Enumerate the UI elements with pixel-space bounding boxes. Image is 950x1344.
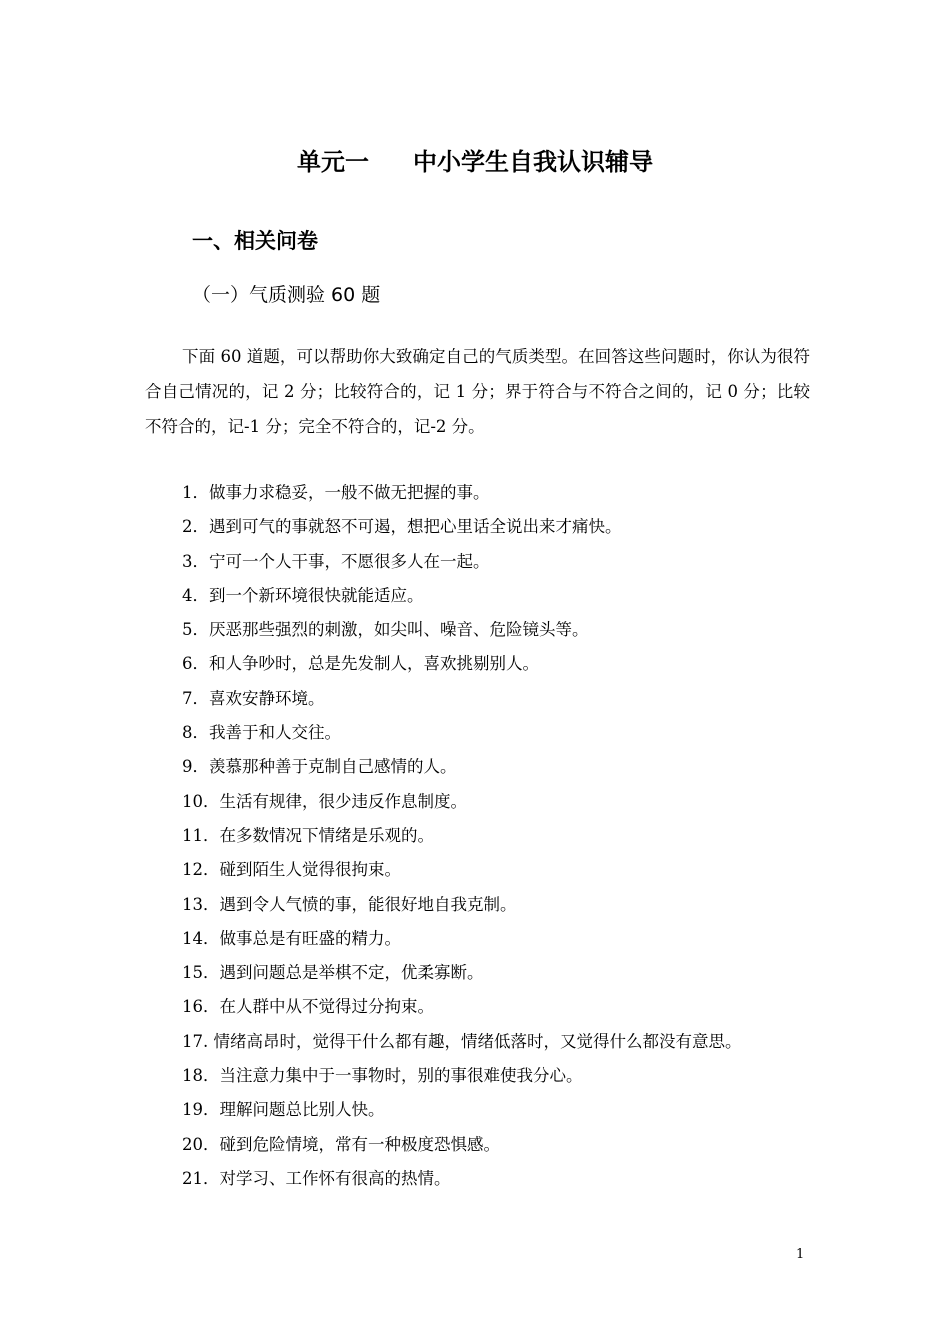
question-item: 14．做事总是有旺盛的精力。	[182, 928, 401, 948]
page-number: 1	[796, 1247, 805, 1262]
question-item: 21．对学习、工作怀有很高的热情。	[182, 1168, 451, 1188]
question-item: 8．我善于和人交往。	[182, 723, 341, 743]
question-item: 16．在人群中从不觉得过分拘束。	[182, 997, 434, 1017]
question-item: 2．遇到可气的事就怒不可遏，想把心里话全说出来才痛快。	[182, 517, 622, 537]
question-item: 20．碰到危险情境，常有一种极度恐惧感。	[182, 1134, 500, 1154]
question-item: 5．厌恶那些强烈的刺激，如尖叫、噪音、危险镜头等。	[182, 620, 589, 640]
intro-paragraph: 下面 60 道题，可以帮助你大致确定自己的气质类型。在回答这些问题时，你认为很符合自己情况的，记 2 分；比较符合的，记 1 分；界于符合与不符合之间的，记 0 分；比较不符合的，记-1 分；完全不符合的，记-2 分。	[145, 347, 810, 436]
question-item: 19．理解问题总比别人快。	[182, 1100, 385, 1120]
question-item: 10．生活有规律，很少违反作息制度。	[182, 791, 467, 811]
unit-label: 单元一	[297, 148, 369, 176]
section-heading: 一、相关问卷	[192, 229, 318, 253]
question-item: 1．做事力求稳妥，一般不做无把握的事。	[182, 483, 490, 502]
question-item: 9．羡慕那种善于克制自己感情的人。	[182, 757, 457, 777]
unit-title	[0, 146, 950, 178]
question-item: 17. 情绪高昂时，觉得干什么都有趣，情绪低落时，又觉得什么都没有意思。	[182, 1031, 742, 1051]
subsection-heading: （一）气质测验 60 题	[192, 284, 381, 306]
question-item: 15．遇到问题总是举棋不定，优柔寡断。	[182, 963, 484, 983]
question-item: 18．当注意力集中于一事物时，别的事很难使我分心。	[182, 1066, 583, 1086]
question-item: 6．和人争吵时，总是先发制人，喜欢挑剔别人。	[182, 654, 539, 674]
question-item: 12．碰到陌生人觉得很拘束。	[182, 860, 401, 880]
question-item: 4．到一个新环境很快就能适应。	[182, 585, 424, 605]
question-item: 7．喜欢安静环境。	[182, 688, 325, 708]
question-item: 13．遇到令人气愤的事，能很好地自我克制。	[182, 894, 517, 914]
unit-title-text: 中小学生自我认识辅导	[413, 148, 653, 176]
question-list	[182, 478, 822, 1198]
question-item: 3．宁可一个人干事，不愿很多人在一起。	[182, 551, 490, 571]
question-item: 11．在多数情况下情绪是乐观的。	[182, 825, 434, 845]
